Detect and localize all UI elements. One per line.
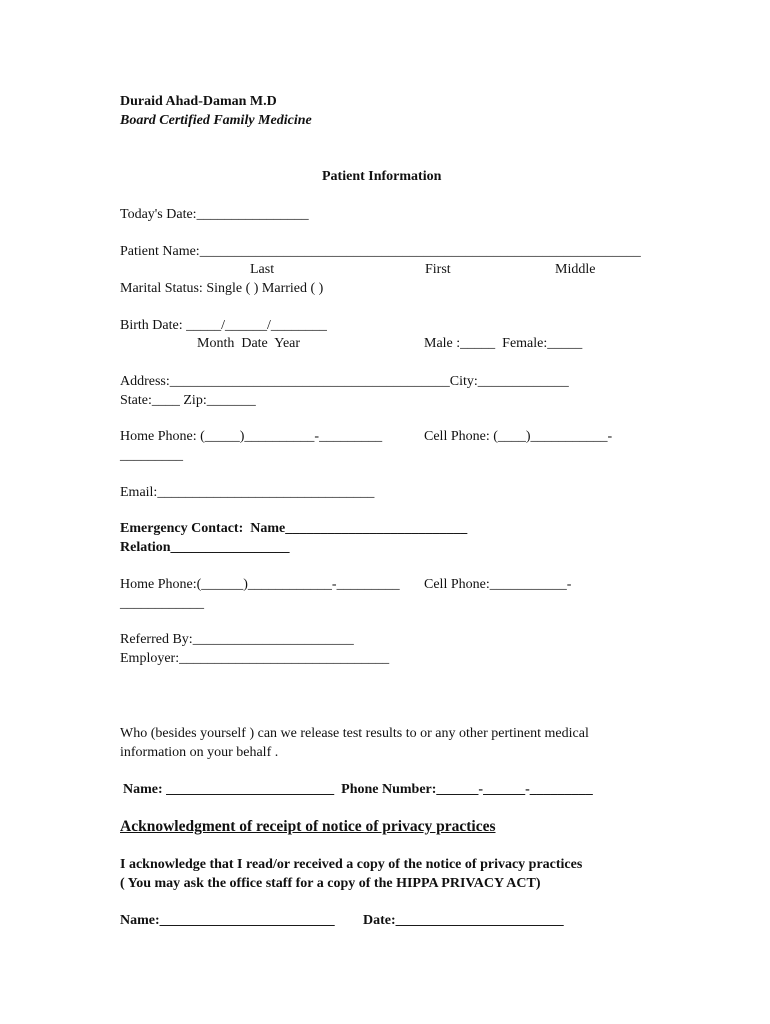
birth-date-field[interactable]: Birth Date: _____/______/________	[120, 318, 327, 333]
email-field[interactable]: Email:_______________________________	[120, 485, 375, 500]
employer-field[interactable]: Employer:______________________________	[120, 651, 390, 666]
home-phone-field[interactable]: Home Phone: (_____)__________-_________	[120, 429, 383, 444]
gender-field[interactable]: Male :_____ Female:_____	[424, 336, 583, 351]
form-title: Patient Information	[322, 169, 442, 184]
emergency-cell-continuation[interactable]: ____________	[120, 596, 204, 611]
cell-phone-continuation[interactable]: _________	[120, 448, 183, 463]
todays-date-field[interactable]: Today's Date:________________	[120, 207, 309, 222]
patient-name-field[interactable]: Patient Name:_______________________________________________________________	[120, 244, 641, 259]
acknowledgment-title: Acknowledgment of receipt of notice of privacy practices	[120, 818, 496, 835]
acknowledgment-date-field[interactable]: Date:________________________	[363, 913, 564, 928]
cell-phone-field[interactable]: Cell Phone: (____)___________-	[424, 429, 613, 444]
relation-field[interactable]: Relation_________________	[120, 540, 290, 555]
emergency-cell-phone-field[interactable]: Cell Phone:___________-	[424, 577, 572, 592]
acknowledgment-name-field[interactable]: Name:_________________________	[120, 913, 335, 928]
name-sub-first: First	[425, 262, 451, 277]
emergency-home-phone-field[interactable]: Home Phone:(______)____________-_________	[120, 577, 400, 592]
doctor-specialty: Board Certified Family Medicine	[120, 113, 312, 128]
release-name-phone-field[interactable]: Name: ________________________ Phone Number:______-______-_________	[123, 782, 593, 797]
release-text-line1: Who (besides yourself ) can we release test results to or any other pertinent medical	[120, 726, 589, 741]
marital-status-field[interactable]: Marital Status: Single ( ) Married ( )	[120, 281, 324, 296]
doctor-name: Duraid Ahad-Daman M.D	[120, 94, 277, 109]
address-field[interactable]: Address:________________________________________City:_____________	[120, 374, 569, 389]
name-sub-last: Last	[250, 262, 275, 277]
state-zip-field[interactable]: State:____ Zip:_______	[120, 393, 256, 408]
name-sub-middle: Middle	[555, 262, 596, 277]
release-text-line2: information on your behalf .	[120, 745, 279, 760]
emergency-contact-field[interactable]: Emergency Contact: Name__________________________	[120, 521, 468, 536]
acknowledgment-line2: ( You may ask the office staff for a copy of the HIPPA PRIVACY ACT)	[120, 876, 541, 891]
birth-date-sub: Month Date Year	[197, 336, 301, 351]
acknowledgment-line1: I acknowledge that I read/or received a copy of the notice of privacy practices	[120, 857, 583, 872]
referred-by-field[interactable]: Referred By:_______________________	[120, 632, 354, 647]
